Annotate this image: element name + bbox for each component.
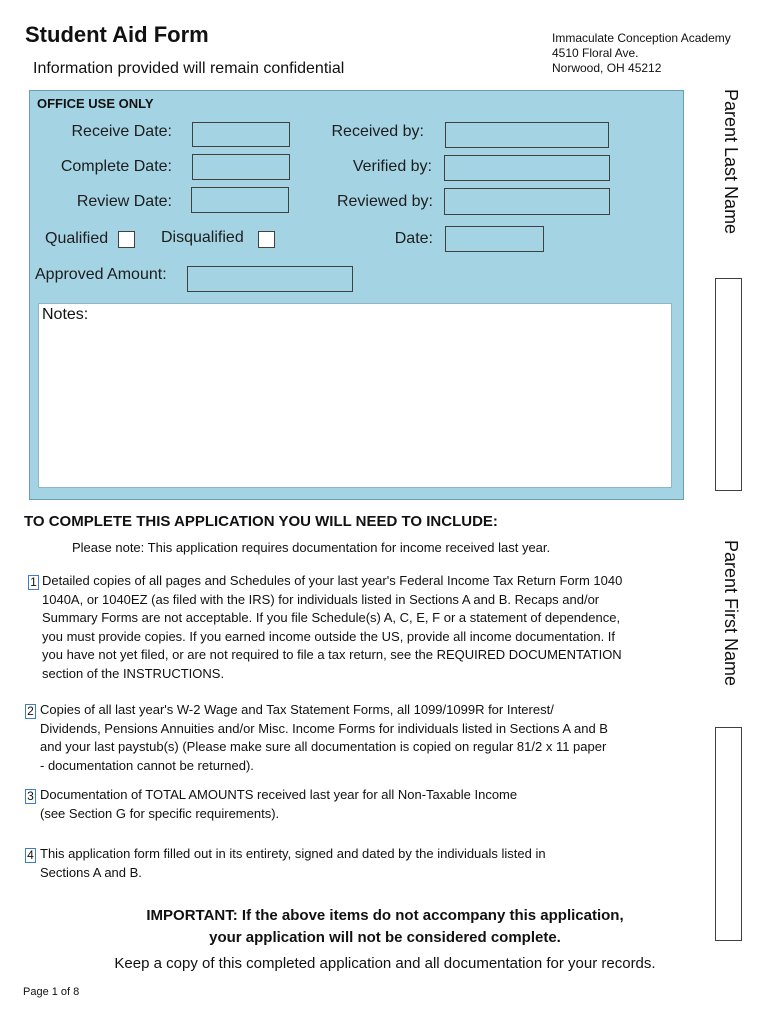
item-line: This application form filled out in its entirety, signed and dated by the individuals listed in — [40, 846, 546, 861]
approved-amount-field[interactable] — [187, 266, 353, 292]
item-line: you must provide copies. If you earned income outside the US, provide all income documentation. If — [42, 628, 616, 644]
date-field[interactable] — [445, 226, 544, 252]
disqualified-checkbox[interactable] — [258, 231, 275, 248]
date-label: Date: — [394, 230, 433, 247]
qualified-label: Qualified — [45, 230, 109, 247]
item-line: (see Section G for specific requirements). — [40, 805, 280, 821]
keep-copy-note: Keep a copy of this completed application and all documentation for your records. — [114, 955, 656, 972]
school-name: Immaculate Conception Academy — [552, 31, 731, 45]
receive-date-field[interactable] — [192, 122, 290, 147]
reviewed-by-field[interactable] — [444, 188, 610, 215]
important-line: IMPORTANT: If the above items do not accompany this application, — [146, 907, 624, 924]
item-line: you have not yet filed, or are not required to file a tax return, see the REQUIRED DOCUMENTATION — [42, 647, 622, 662]
item-line: Dividends, Pensions Annuities and/or Misc. Income Forms for individuals listed in Sections A and B — [40, 720, 608, 736]
item-line: 1040A, or 1040EZ (as filed with the IRS) for individuals listed in Sections A and B. Recaps and/or — [42, 591, 600, 607]
verified-by-label: Verified by: — [352, 158, 432, 175]
qualified-checkbox[interactable] — [118, 231, 135, 248]
form-subtitle: Information provided will remain confidential — [33, 60, 345, 77]
requirements-title: TO COMPLETE THIS APPLICATION YOU WILL NEED TO INCLUDE: — [24, 513, 498, 530]
reviewed-by-label: Reviewed by: — [336, 193, 433, 210]
complete-date-label: Complete Date: — [60, 158, 172, 175]
requirements-note: Please note: This application requires documentation for income received last year. — [72, 540, 551, 555]
school-address — [552, 31, 731, 76]
approved-amount-label: Approved Amount: — [35, 266, 167, 283]
page-number: Page 1 of 8 — [23, 986, 80, 998]
received-by-field[interactable] — [445, 122, 609, 148]
item-number: 3 — [25, 789, 36, 804]
item-line: Documentation of TOTAL AMOUNTS received last year for all Non-Taxable Income — [40, 787, 518, 802]
parent-last-name-label: Parent Last Name — [721, 89, 741, 235]
verified-by-field[interactable] — [444, 155, 610, 181]
item-line: Sections A and B. — [40, 864, 142, 880]
requirement-item — [40, 701, 608, 775]
item-number: 1 — [28, 575, 39, 590]
important-notice — [0, 905, 770, 949]
notes-label: Notes: — [42, 306, 89, 323]
review-date-label: Review Date: — [76, 193, 172, 210]
office-use-title: OFFICE USE ONLY — [37, 96, 154, 111]
item-line: Copies of all last year's W-2 Wage and Tax Statement Forms, all 1099/1099R for Interest/ — [40, 702, 554, 717]
parent-first-name-label: Parent First Name — [721, 540, 741, 687]
requirement-item-continued — [42, 591, 622, 684]
school-street: 4510 Floral Ave. — [552, 46, 639, 60]
item-line: section of the INSTRUCTIONS. — [42, 665, 225, 681]
item-line: and your last paystub(s) (Please make sure all documentation is copied on regular 81/2 x 11 paper — [40, 739, 607, 754]
item-line: Detailed copies of all pages and Schedules of your last year's Federal Income Tax Return Form 1040 — [42, 573, 623, 588]
important-line: your application will not be considered complete. — [209, 929, 561, 946]
item-line: - documentation cannot be returned). — [40, 757, 254, 773]
item-line: Summary Forms are not acceptable. If you file Schedule(s) A, C, E, F or a statement of dependence, — [42, 610, 621, 625]
receive-date-label: Receive Date: — [71, 123, 172, 140]
received-by-label: Received by: — [331, 123, 424, 140]
form-title: Student Aid Form — [25, 22, 209, 47]
review-date-field[interactable] — [191, 187, 289, 213]
parent-last-name-field[interactable] — [715, 278, 742, 491]
item-number: 2 — [25, 704, 36, 719]
requirement-item — [40, 786, 517, 823]
complete-date-field[interactable] — [192, 154, 290, 180]
requirement-item — [40, 845, 546, 882]
notes-field[interactable] — [38, 303, 672, 488]
disqualified-label: Disqualified — [161, 229, 244, 246]
item-number: 4 — [25, 848, 36, 863]
requirement-item — [42, 572, 622, 591]
school-city: Norwood, OH 45212 — [552, 61, 662, 75]
